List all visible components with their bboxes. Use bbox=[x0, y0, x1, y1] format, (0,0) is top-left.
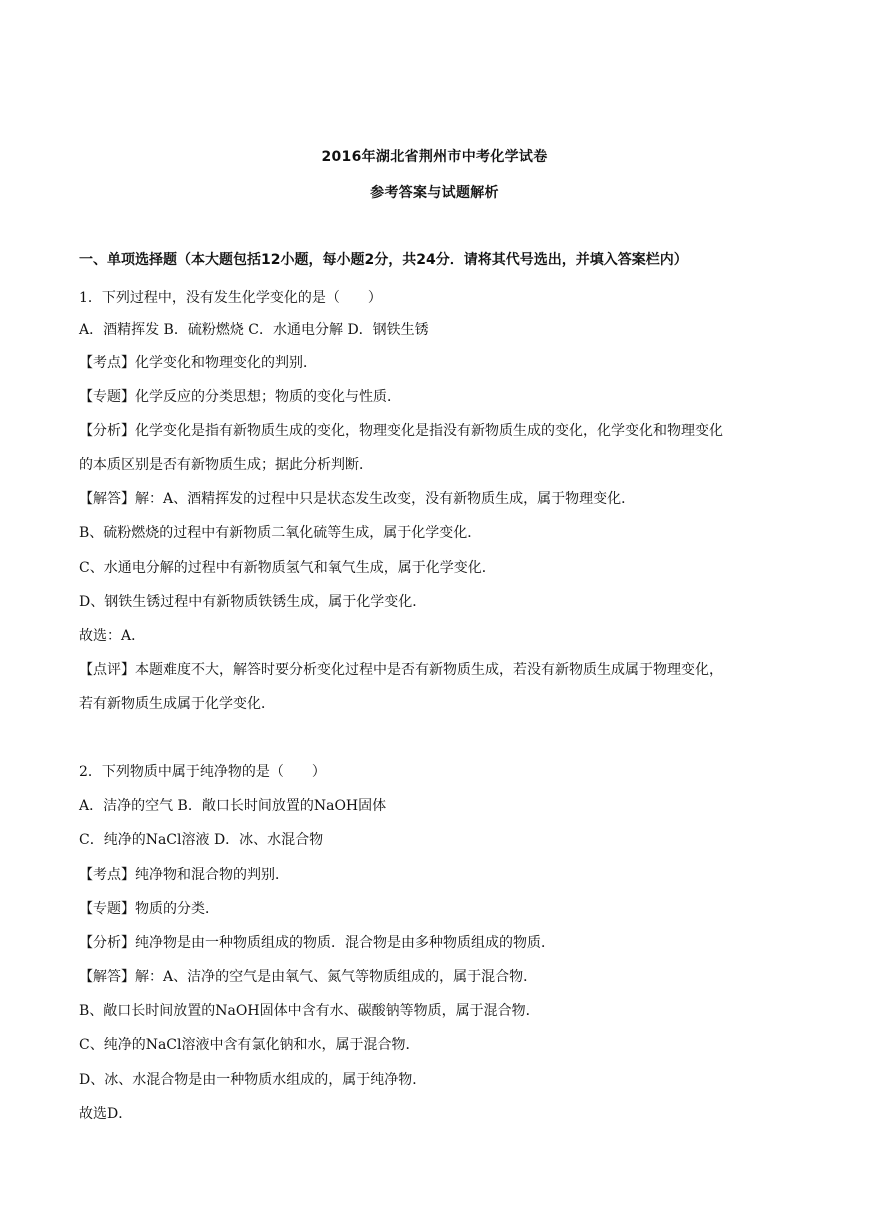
q1-dianping-line2: 若有新物质生成属于化学变化． bbox=[79, 696, 275, 712]
q1-jieda-line1: 【解答】解：A、酒精挥发的过程中只是状态发生改变，没有新物质生成，属于物理变化． bbox=[79, 491, 636, 507]
q2-options-line2: C．纯净的NaCl溶液 D．冰、水混合物 bbox=[79, 832, 324, 848]
q2-jieda-line2: B、敞口长时间放置的NaOH固体中含有水、碳酸钠等物质，属于混合物． bbox=[79, 1003, 540, 1019]
q2-stem: 2．下列物质中属于纯净物的是（ ） bbox=[79, 764, 326, 780]
q1-dianping-line1: 【点评】本题难度不大，解答时要分析变化过程中是否有新物质生成，若没有新物质生成属于物理变化， bbox=[79, 662, 723, 678]
q2-jieda-line3: C、纯净的NaCl溶液中含有氯化钠和水，属于混合物． bbox=[79, 1037, 420, 1053]
q1-jieda-line2: B、硫粉燃烧的过程中有新物质二氧化硫等生成，属于化学变化． bbox=[79, 525, 482, 541]
q1-kaodian: 【考点】化学变化和物理变化的判别． bbox=[79, 355, 317, 371]
q1-jieda-line3: C、水通电分解的过程中有新物质氢气和氧气生成，属于化学变化． bbox=[79, 560, 496, 576]
q2-kaodian: 【考点】纯净物和混合物的判别． bbox=[79, 867, 289, 883]
document-title: 2016年湖北省荆州市中考化学试卷 bbox=[321, 149, 548, 165]
document-subtitle: 参考答案与试题解析 bbox=[370, 185, 499, 201]
q2-jieda-line1: 【解答】解：A、洁净的空气是由氧气、氮气等物质组成的，属于混合物． bbox=[79, 969, 538, 985]
q1-options: A．酒精挥发 B．硫粉燃烧 C．水通电分解 D．钢铁生锈 bbox=[79, 322, 429, 338]
q2-fenxi: 【分析】纯净物是由一种物质组成的物质．混合物是由多种物质组成的物质． bbox=[79, 935, 555, 951]
q1-zhuanti: 【专题】化学反应的分类思想；物质的变化与性质． bbox=[79, 389, 401, 405]
q1-jieda-line4: D、钢铁生锈过程中有新物质铁锈生成，属于化学变化． bbox=[79, 594, 427, 610]
q2-zhuanti: 【专题】物质的分类． bbox=[79, 901, 219, 917]
q1-answer: 故选：A． bbox=[79, 628, 146, 644]
q2-options-line1: A．洁净的空气 B．敞口长时间放置的NaOH固体 bbox=[79, 798, 387, 814]
q1-stem: 1．下列过程中，没有发生化学变化的是（ ） bbox=[79, 290, 382, 306]
q2-answer: 故选D． bbox=[79, 1106, 133, 1122]
q2-jieda-line4: D、冰、水混合物是由一种物质水组成的，属于纯净物． bbox=[79, 1072, 427, 1088]
q1-fenxi-line2: 的本质区别是否有新物质生成；据此分析判断． bbox=[79, 457, 373, 473]
q1-fenxi-line1: 【分析】化学变化是指有新物质生成的变化，物理变化是指没有新物质生成的变化，化学变化和物理变化 bbox=[79, 423, 723, 439]
section-heading: 一、单项选择题（本大题包括12小题，每小题2分，共24分．请将其代号选出，并填入答案栏内） bbox=[79, 252, 688, 268]
